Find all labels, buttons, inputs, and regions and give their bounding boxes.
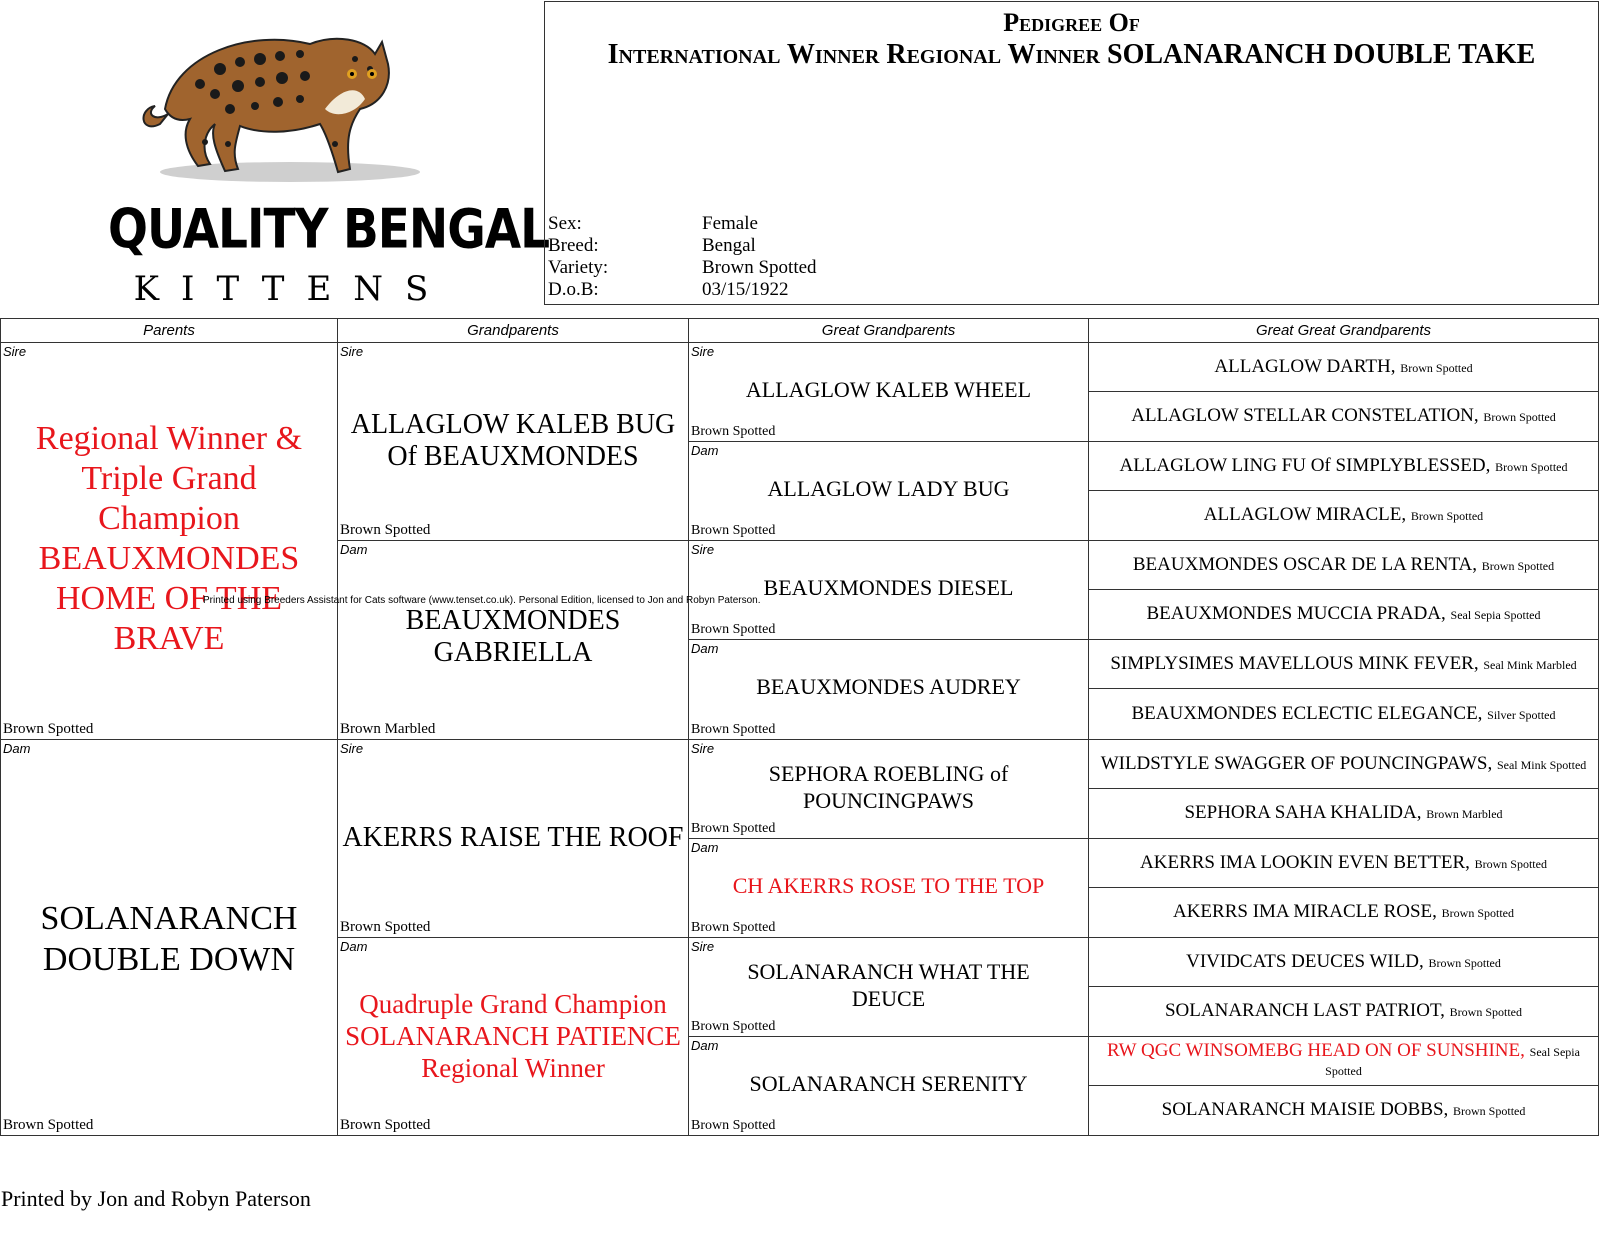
- grandparent-cell: [337, 540, 689, 740]
- pedigree-title: Pedigree Of: [1003, 8, 1140, 37]
- variety-label: Brown Spotted: [691, 622, 776, 637]
- info-label: D.o.B:: [548, 279, 599, 300]
- grandparent-cell: [337, 937, 689, 1136]
- info-value: Brown Spotted: [702, 257, 817, 278]
- variety-label: Brown Spotted: [1474, 856, 1547, 871]
- variety-label: Brown Marbled: [340, 721, 436, 737]
- great-grandparent-name: ALLAGLOW KALEB WHEEL: [745, 377, 1032, 402]
- great-grandparent-cell: [688, 441, 1089, 541]
- ancestor-name: ALLAGLOW LING FU Of SIMPLYBLESSED,: [1119, 454, 1491, 476]
- variety-label: Brown Spotted: [1441, 906, 1514, 920]
- great-great-grandparent-cell: [1088, 639, 1599, 689]
- grandparent-name: ALLAGLOW KALEB BUG Of BEAUXMONDES: [350, 409, 676, 472]
- great-grandparent-cell: [688, 342, 1089, 442]
- great-great-grandparent-cell: [1088, 490, 1599, 541]
- column-header: Great Grandparents: [688, 318, 1089, 343]
- column-header: Parents: [0, 318, 338, 343]
- role-label: Dam: [691, 1038, 719, 1053]
- variety-label: Brown Spotted: [691, 1118, 776, 1133]
- info-label: Sex:: [548, 213, 582, 234]
- variety-label: Brown Spotted: [1449, 1005, 1523, 1019]
- variety-label: Brown Spotted: [3, 1117, 94, 1133]
- ancestor-name: RW QGC WINSOMEBG HEAD ON OF SUNSHINE,: [1107, 1040, 1525, 1061]
- info-label: Breed:: [548, 235, 599, 256]
- variety-label: Brown Spotted: [691, 821, 776, 836]
- great-grandparent-name: CH AKERRS ROSE TO THE TOP: [732, 873, 1045, 898]
- great-great-grandparent-cell: [1088, 1036, 1599, 1086]
- great-great-grandparent-cell: [1088, 838, 1599, 888]
- role-label: Sire: [691, 939, 715, 954]
- info-value: 03/15/1922: [702, 279, 789, 300]
- info-variety: [548, 257, 817, 279]
- great-grandparent-name: BEAUXMONDES AUDREY: [756, 674, 1021, 699]
- great-grandparent-name: BEAUXMONDES DIESEL: [763, 575, 1014, 600]
- variety-label: Brown Spotted: [1410, 509, 1484, 523]
- great-great-grandparent-cell: [1088, 589, 1599, 640]
- ancestor-name: ALLAGLOW MIRACLE,: [1203, 504, 1407, 525]
- variety-label: Brown Spotted: [340, 1117, 431, 1133]
- variety-label: Brown Spotted: [1428, 955, 1501, 970]
- great-grandparent-cell: [688, 937, 1089, 1037]
- variety-label: Brown Spotted: [691, 1019, 776, 1034]
- great-great-grandparent-cell: [1088, 937, 1599, 987]
- role-label: Dam: [340, 542, 368, 557]
- pedigree-table: [0, 318, 1599, 1136]
- ancestor-name: ALLAGLOW DARTH,: [1214, 355, 1396, 377]
- role-label: Sire: [691, 741, 715, 756]
- great-great-grandparent-cell: [1088, 688, 1599, 740]
- ancestor-name: ALLAGLOW STELLAR CONSTELATION,: [1131, 405, 1479, 426]
- role-label: Sire: [340, 344, 364, 359]
- great-great-grandparent-cell: [1088, 788, 1599, 839]
- logo-subtitle: KITTENS: [133, 269, 451, 309]
- variety-label: Silver Spotted: [1487, 707, 1556, 722]
- ancestor-name: VIVIDCATS DEUCES WILD,: [1186, 950, 1424, 972]
- variety-label: Brown Spotted: [691, 523, 776, 538]
- variety-label: Brown Spotted: [1481, 558, 1555, 573]
- great-great-grandparent-cell: [1088, 1085, 1599, 1136]
- info-dob: [548, 279, 789, 301]
- parent-dam-name: SOLANARANCH DOUBLE DOWN: [40, 900, 298, 978]
- parent-sire-cell: [0, 342, 338, 740]
- column-header: Grandparents: [337, 318, 689, 343]
- variety-label: Brown Spotted: [691, 424, 776, 439]
- logo: [90, 14, 550, 309]
- footer-printed-by: Printed by Jon and Robyn Paterson: [1, 1186, 311, 1211]
- bengal-cat-icon: [120, 14, 420, 189]
- ancestor-name: AKERRS IMA LOOKIN EVEN BETTER,: [1140, 851, 1470, 873]
- role-label: Sire: [3, 344, 27, 359]
- variety-label: Seal Sepia Spotted: [1450, 608, 1541, 622]
- grandparent-cell: [337, 342, 689, 541]
- pedigree-header: [544, 1, 1599, 305]
- info-value: Female: [702, 213, 758, 234]
- parent-dam-cell: [0, 739, 338, 1136]
- great-grandparent-name: SEPHORA ROEBLING of POUNCINGPAWS: [768, 761, 1009, 813]
- great-grandparent-cell: [688, 639, 1089, 740]
- ancestor-name: SEPHORA SAHA KHALIDA,: [1184, 802, 1422, 823]
- great-grandparent-name: SOLANARANCH SERENITY: [749, 1071, 1028, 1096]
- role-label: Dam: [340, 939, 368, 954]
- great-great-grandparent-cell: [1088, 986, 1599, 1037]
- software-watermark: Printed using Breeders Assistant for Cats software (www.tenset.co.uk). Personal Edition, licensed to Jon and Robyn Paterson.: [203, 595, 761, 606]
- great-great-grandparent-cell: [1088, 441, 1599, 491]
- variety-label: Brown Spotted: [691, 920, 776, 935]
- ancestor-name: WILDSTYLE SWAGGER OF POUNCINGPAWS,: [1100, 752, 1493, 774]
- great-great-grandparent-cell: [1088, 887, 1599, 938]
- variety-label: Brown Spotted: [691, 722, 776, 737]
- ancestor-name: SOLANARANCH LAST PATRIOT,: [1164, 1000, 1445, 1021]
- great-grandparent-cell: [688, 739, 1089, 839]
- great-great-grandparent-cell: [1088, 391, 1599, 442]
- ancestor-name: BEAUXMONDES ECLECTIC ELEGANCE,: [1131, 702, 1483, 724]
- grandparent-name: BEAUXMONDES GABRIELLA: [405, 605, 621, 668]
- info-breed: [548, 235, 756, 257]
- variety-label: Brown Spotted: [340, 522, 431, 538]
- variety-label: Brown Spotted: [1495, 459, 1568, 474]
- ancestor-name: BEAUXMONDES OSCAR DE LA RENTA,: [1132, 553, 1478, 575]
- logo-title: QUALITY BENGAL: [108, 197, 550, 262]
- role-label: Sire: [691, 542, 715, 557]
- role-label: Sire: [691, 344, 715, 359]
- ancestor-name: SIMPLYSIMES MAVELLOUS MINK FEVER,: [1110, 652, 1479, 674]
- grandparent-cell: [337, 739, 689, 938]
- great-great-grandparent-cell: [1088, 540, 1599, 590]
- variety-label: Brown Spotted: [1453, 1104, 1526, 1118]
- info-sex: [548, 213, 758, 235]
- variety-label: Brown Spotted: [340, 919, 431, 935]
- column-header: Great Great Grandparents: [1088, 318, 1599, 343]
- role-label: Dam: [3, 741, 31, 756]
- variety-label: Seal Mink Marbled: [1483, 657, 1577, 672]
- great-great-grandparent-cell: [1088, 739, 1599, 789]
- ancestor-name: BEAUXMONDES MUCCIA PRADA,: [1146, 603, 1446, 624]
- variety-label: Seal Mink Spotted: [1496, 757, 1587, 772]
- great-great-grandparent-cell: [1088, 342, 1599, 392]
- great-grandparent-name: SOLANARANCH WHAT THE DEUCE: [747, 959, 1030, 1011]
- role-label: Sire: [340, 741, 364, 756]
- great-grandparent-cell: [688, 540, 1089, 640]
- great-grandparent-cell: [688, 838, 1089, 938]
- great-grandparent-name: ALLAGLOW LADY BUG: [767, 476, 1010, 501]
- info-value: Bengal: [702, 235, 756, 256]
- grandparent-name: Quadruple Grand Champion SOLANARANCH PATIENCE Regional Winner: [345, 989, 681, 1083]
- variety-label: Brown Spotted: [1483, 410, 1556, 424]
- great-grandparent-cell: [688, 1036, 1089, 1136]
- variety-label: Brown Spotted: [1400, 360, 1473, 375]
- variety-label: Brown Marbled: [1426, 807, 1503, 821]
- parent-sire-name: Regional Winner & Triple Grand Champion BEAUXMONDES HOME OF THE BRAVE: [35, 420, 303, 657]
- role-label: Dam: [691, 641, 719, 656]
- ancestor-name: AKERRS IMA MIRACLE ROSE,: [1172, 901, 1437, 922]
- info-label: Variety:: [548, 257, 609, 278]
- variety-label: Seal Sepia Spotted: [1325, 1045, 1580, 1078]
- role-label: Dam: [691, 840, 719, 855]
- grandparent-name: AKERRS RAISE THE ROOF: [342, 822, 684, 853]
- role-label: Dam: [691, 443, 719, 458]
- variety-label: Brown Spotted: [3, 721, 94, 737]
- cat-title-name: International Winner Regional Winner SOLANARANCH DOUBLE TAKE: [607, 39, 1536, 70]
- ancestor-name: SOLANARANCH MAISIE DOBBS,: [1161, 1099, 1449, 1120]
